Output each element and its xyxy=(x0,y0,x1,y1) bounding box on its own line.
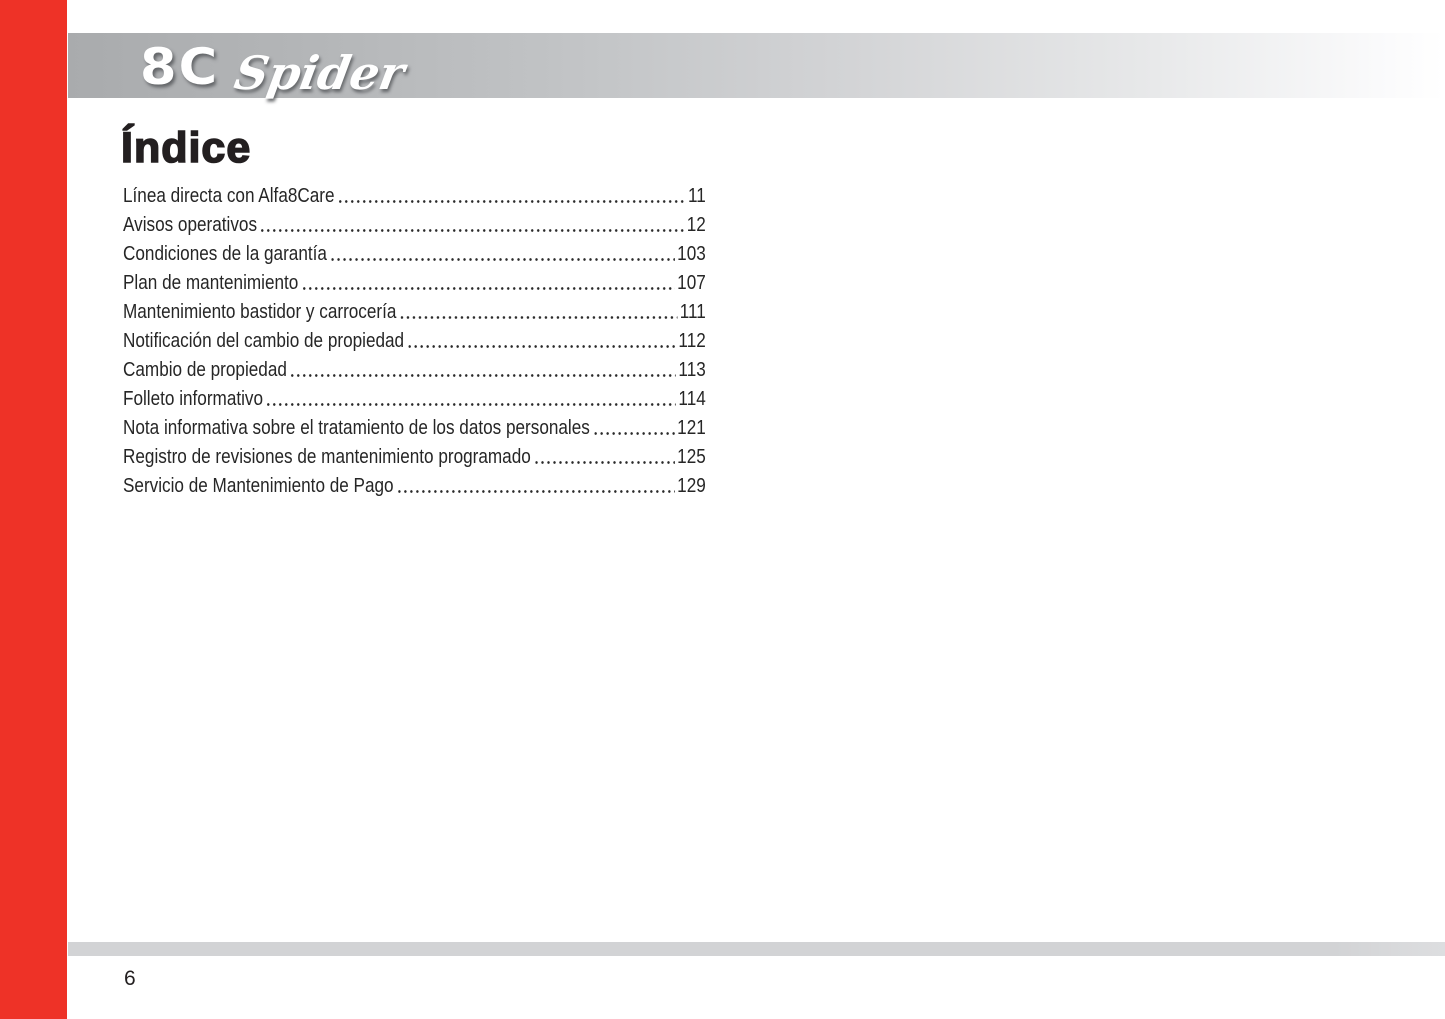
dot-leader xyxy=(261,229,684,232)
dot-leader xyxy=(291,374,676,377)
toc-entry-page: 113 xyxy=(678,359,706,381)
toc-entry-page: 11 xyxy=(687,185,706,207)
page-title: Índice xyxy=(121,124,252,172)
toc-entry-page: 114 xyxy=(678,388,706,410)
toc-entry-page: 12 xyxy=(686,214,706,236)
dot-leader xyxy=(267,403,676,406)
footer-band xyxy=(68,942,1445,956)
toc-entry-page: 125 xyxy=(677,446,706,468)
toc-entry xyxy=(123,266,706,295)
dot-leader xyxy=(535,461,675,464)
toc-entry-label: Nota informativa sobre el tratamiento de los datos personales xyxy=(123,417,590,439)
dot-leader xyxy=(331,258,674,261)
toc-entry-label: Cambio de propiedad xyxy=(123,359,287,381)
toc-entry xyxy=(123,324,706,353)
toc-entry xyxy=(123,353,706,382)
toc-entry-label: Registro de revisiones de mantenimiento programado xyxy=(123,446,531,468)
toc-entry xyxy=(123,237,706,266)
toc-entry-label: Mantenimiento bastidor y carrocería xyxy=(123,301,397,323)
book-edge-red-stripe xyxy=(0,0,67,1019)
toc-entry xyxy=(123,469,706,498)
dot-leader xyxy=(303,287,675,290)
toc-entry xyxy=(123,440,706,469)
toc-entry-label: Notificación del cambio de propiedad xyxy=(123,330,405,352)
logo-name-spider: Spider xyxy=(230,46,409,100)
logo-model-8c: 8C xyxy=(140,38,220,96)
toc-entry xyxy=(123,295,706,324)
toc-entry-page: 103 xyxy=(677,243,706,265)
toc-entry-page: 111 xyxy=(679,301,706,323)
toc-entry-label: Línea directa con Alfa8Care xyxy=(123,185,335,207)
toc-entry-page: 112 xyxy=(678,330,706,352)
toc-entry-label: Folleto informativo xyxy=(123,388,264,410)
dot-leader xyxy=(594,432,674,435)
dot-leader xyxy=(401,316,677,319)
dot-leader xyxy=(398,490,675,493)
toc-entry-label: Condiciones de la garantía xyxy=(123,243,327,265)
dot-leader xyxy=(339,200,686,203)
dot-leader xyxy=(408,345,675,348)
header-band xyxy=(68,33,1445,98)
page-number: 6 xyxy=(124,967,136,990)
toc-entry xyxy=(123,208,706,237)
toc-entry-label: Avisos operativos xyxy=(123,214,258,236)
toc-entry xyxy=(123,179,706,208)
table-of-contents xyxy=(123,179,706,498)
model-logo xyxy=(140,38,409,100)
toc-entry-page: 121 xyxy=(677,417,706,439)
toc-entry-label: Servicio de Mantenimiento de Pago xyxy=(123,475,394,497)
toc-entry xyxy=(123,411,706,440)
toc-entry-page: 107 xyxy=(677,272,706,294)
toc-entry-label: Plan de mantenimiento xyxy=(123,272,299,294)
toc-entry xyxy=(123,382,706,411)
toc-entry-page: 129 xyxy=(677,475,706,497)
